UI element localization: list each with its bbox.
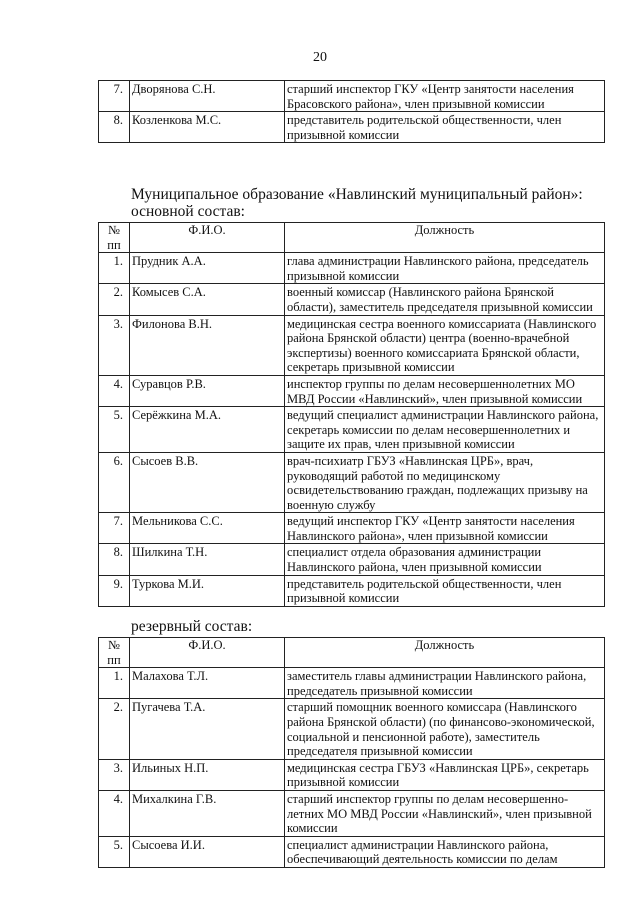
member-name: Туркова М.И.: [130, 575, 285, 606]
member-position: медицинская сестра ГБУЗ «Навлинская ЦРБ», секретарь призывной комиссии: [285, 759, 605, 790]
member-position: врач-психиатр ГБУЗ «Навлинская ЦРБ», врач, руководящий работой по медицинскому освидетельствованию граждан, подлежащих призыву на военную службу: [285, 452, 605, 512]
header-row: [99, 223, 605, 253]
row-number: 1.: [99, 668, 130, 699]
col-header-num: № пп: [99, 638, 130, 668]
main-composition-label: основной состав:: [131, 203, 245, 220]
main-composition-table: [98, 222, 605, 607]
member-name: Суравцов Р.В.: [130, 375, 285, 406]
row-number: 5.: [99, 836, 130, 867]
table-row: [99, 375, 605, 406]
table-row: [99, 315, 605, 375]
member-position: инспектор группы по делам несовершеннолетних МО МВД России «Навлинский», член призывной комиссии: [285, 375, 605, 406]
member-position: медицинская сестра военного комиссариата (Навлинского района Брянской области) центра (военно-врачебной экспертизы) военного комиссариата Брянской области, секретарь призывной комиссии: [285, 315, 605, 375]
table-row: [99, 836, 605, 867]
row-number: 7.: [99, 513, 130, 544]
row-number: 6.: [99, 452, 130, 512]
table-row: [99, 452, 605, 512]
table-row: [99, 575, 605, 606]
row-number: 3.: [99, 759, 130, 790]
col-header-num: № пп: [99, 223, 130, 253]
row-number: 8.: [99, 112, 130, 143]
member-name: Серёжкина М.А.: [130, 407, 285, 453]
col-header-position: Должность: [285, 223, 605, 253]
table-row: [99, 112, 605, 143]
member-name: Прудник А.А.: [130, 253, 285, 284]
page-number: 20: [313, 50, 327, 65]
member-position: старший инспектор группы по делам несовершенно-летних МО МВД России «Навлинский», член призывной комиссии: [285, 790, 605, 836]
header-row: [99, 638, 605, 668]
member-name: Комысев С.А.: [130, 284, 285, 315]
member-name: Сысоев В.В.: [130, 452, 285, 512]
member-name: Малахова Т.Л.: [130, 668, 285, 699]
member-name: Михалкина Г.В.: [130, 790, 285, 836]
member-position: заместитель главы администрации Навлинского района, председатель призывной комиссии: [285, 668, 605, 699]
row-number: 2.: [99, 699, 130, 759]
table-row: [99, 668, 605, 699]
row-number: 7.: [99, 81, 130, 112]
table-row: [99, 513, 605, 544]
col-header-position: Должность: [285, 638, 605, 668]
table-row: [99, 544, 605, 575]
table-row: [99, 790, 605, 836]
member-position: представитель родительской общественности, член призывной комиссии: [285, 112, 605, 143]
member-name: Дворянова С.Н.: [130, 81, 285, 112]
member-name: Мельникова С.С.: [130, 513, 285, 544]
row-number: 2.: [99, 284, 130, 315]
member-name: Пугачева Т.А.: [130, 699, 285, 759]
row-number: 3.: [99, 315, 130, 375]
member-position: старший инспектор ГКУ «Центр занятости населения Брасовского района», член призывной комиссии: [285, 81, 605, 112]
reserve-composition-table: [98, 637, 605, 868]
row-number: 8.: [99, 544, 130, 575]
table-row: [99, 81, 605, 112]
member-name: Сысоева И.И.: [130, 836, 285, 867]
section-heading: [131, 186, 583, 220]
row-number: 1.: [99, 253, 130, 284]
table-row: [99, 284, 605, 315]
table-row: [99, 699, 605, 759]
member-position: специалист отдела образования администрации Навлинского района, член призывной комиссии: [285, 544, 605, 575]
member-position: глава администрации Навлинского района, председатель призывной комиссии: [285, 253, 605, 284]
member-position: военный комиссар (Навлинского района Брянской области), заместитель председателя призывной комиссии: [285, 284, 605, 315]
municipality-title: Муниципальное образование «Навлинский муниципальный район»:: [131, 186, 583, 203]
table-row: [99, 253, 605, 284]
reserve-composition-label: резервный состав:: [131, 618, 253, 635]
member-name: Ильиных Н.П.: [130, 759, 285, 790]
member-position: представитель родительской общественности, член призывной комиссии: [285, 575, 605, 606]
member-position: ведущий инспектор ГКУ «Центр занятости населения Навлинского района», член призывной комиссии: [285, 513, 605, 544]
member-name: Шилкина Т.Н.: [130, 544, 285, 575]
member-name: Филонова В.Н.: [130, 315, 285, 375]
top-continuation-table: [98, 80, 605, 143]
col-header-name: Ф.И.О.: [130, 638, 285, 668]
row-number: 5.: [99, 407, 130, 453]
table-row: [99, 759, 605, 790]
row-number: 4.: [99, 790, 130, 836]
member-position: специалист администрации Навлинского района, обеспечивающий деятельность комиссии по делам: [285, 836, 605, 867]
col-header-name: Ф.И.О.: [130, 223, 285, 253]
row-number: 4.: [99, 375, 130, 406]
member-position: ведущий специалист администрации Навлинского района, секретарь комиссии по делам несовершеннолетних и защите их прав, член призывной комиссии: [285, 407, 605, 453]
row-number: 9.: [99, 575, 130, 606]
member-position: старший помощник военного комиссара (Навлинского района Брянской области) (по финансово-экономической, социальной и пенсионной работе), заместитель председателя призывной комиссии: [285, 699, 605, 759]
member-name: Козленкова М.С.: [130, 112, 285, 143]
table-row: [99, 407, 605, 453]
